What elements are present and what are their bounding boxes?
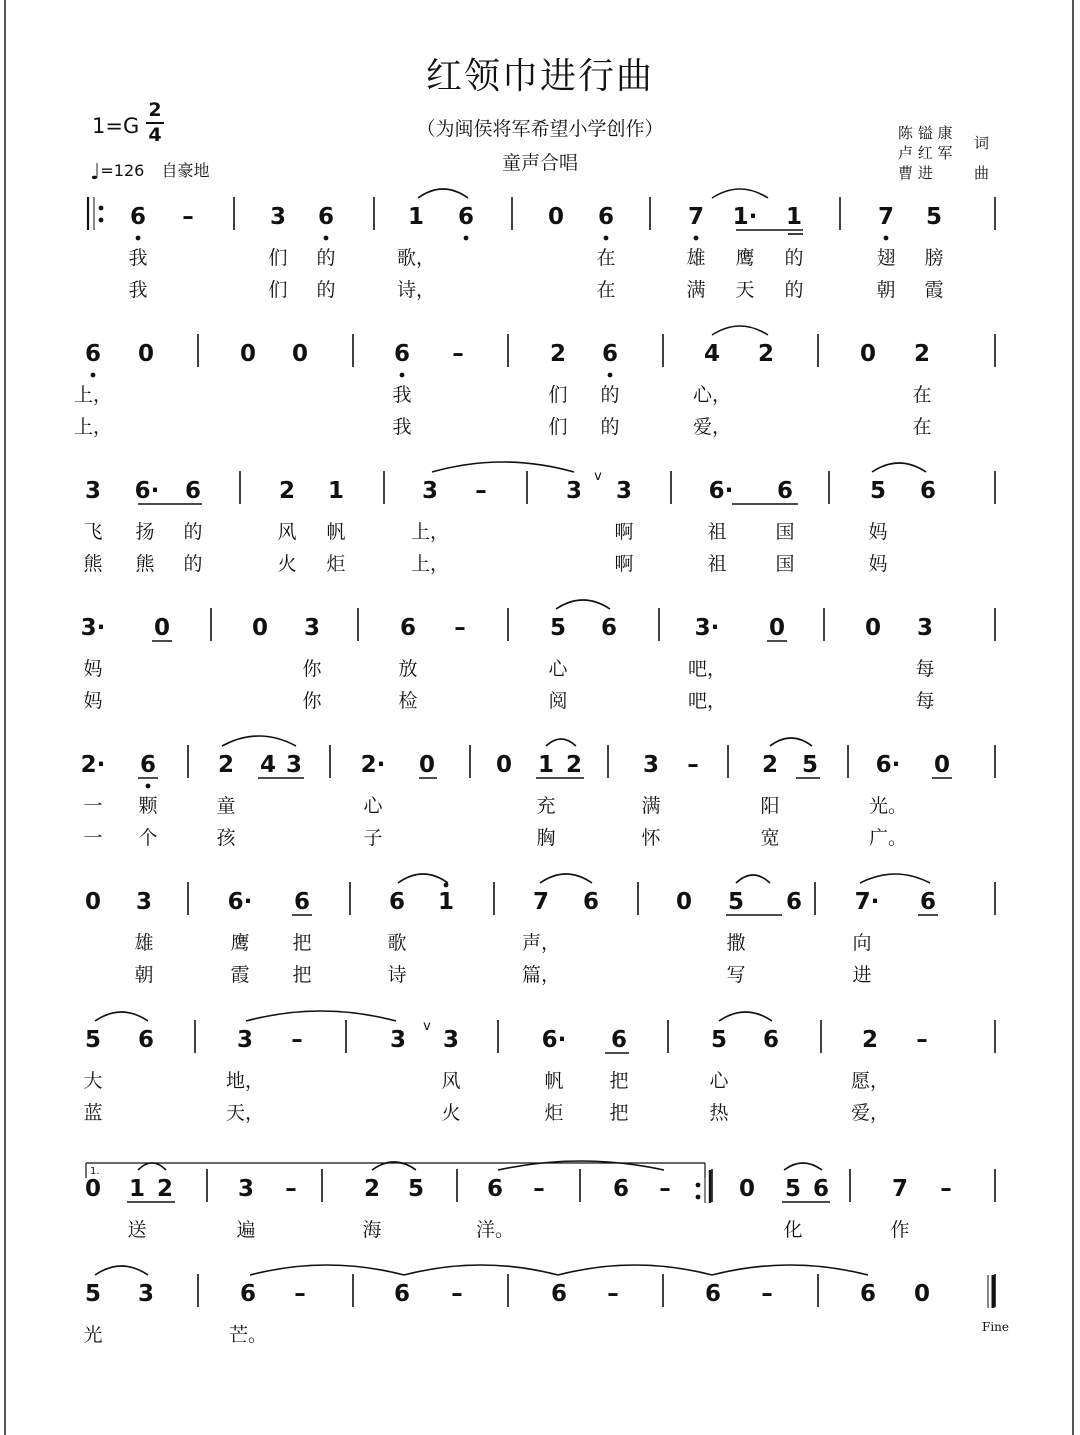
lyric-verse-2: 熊 bbox=[135, 553, 155, 575]
jianpu-note: 3 bbox=[565, 478, 583, 504]
jianpu-note: 6 bbox=[317, 204, 335, 230]
lyric-verse-2: 霞 bbox=[924, 279, 944, 301]
jianpu-note: 6· bbox=[875, 752, 901, 778]
lyric-verse-2: 你 bbox=[302, 690, 322, 712]
lyric-verse-2: 霞 bbox=[230, 964, 250, 986]
lyric-verse-2: 爱， bbox=[692, 416, 732, 438]
lyric-verse-1: 每 bbox=[915, 658, 935, 680]
jianpu-note: – bbox=[761, 1281, 773, 1307]
lyric-verse-1: 歌， bbox=[396, 247, 436, 269]
lyric-verse-1: 光 bbox=[83, 1324, 103, 1346]
slur bbox=[138, 1163, 166, 1170]
lyric-verse-2: 我 bbox=[128, 279, 148, 301]
lyric-verse-2: 炬 bbox=[326, 553, 346, 575]
lyric-verse-1: 雄 bbox=[134, 932, 154, 954]
jianpu-note: – bbox=[659, 1176, 671, 1202]
lyric-verse-2: 诗， bbox=[396, 279, 436, 301]
jianpu-note: 5 bbox=[710, 1027, 728, 1053]
slur bbox=[784, 1163, 822, 1170]
lyric-verse-1: 海 bbox=[362, 1219, 382, 1241]
lyric-verse-1: 妈 bbox=[868, 521, 888, 543]
lyric-verse-2: 在 bbox=[596, 279, 616, 301]
jianpu-note: 2 bbox=[913, 341, 931, 367]
lyric-verse-1: 的 bbox=[784, 247, 804, 269]
lyric-verse-2: 把 bbox=[609, 1102, 629, 1124]
jianpu-note: 0 bbox=[84, 1176, 102, 1202]
jianpu-note: 3· bbox=[694, 615, 720, 641]
jianpu-note: 3 bbox=[84, 478, 102, 504]
jianpu-note: 0 bbox=[913, 1281, 931, 1307]
jianpu-note: 6 bbox=[704, 1281, 722, 1307]
lyric-verse-1: 的 bbox=[183, 521, 203, 543]
octave-dot bbox=[604, 236, 609, 241]
jianpu-note: 5 bbox=[84, 1027, 102, 1053]
jianpu-note: 6 bbox=[762, 1027, 780, 1053]
lyric-verse-1: 满 bbox=[641, 795, 661, 817]
jianpu-note: 6 bbox=[919, 889, 937, 915]
jianpu-note: – bbox=[533, 1176, 545, 1202]
lyric-verse-2: 宽 bbox=[760, 827, 780, 849]
lyric-verse-1: 鹰 bbox=[735, 247, 755, 269]
time-signature-top: 2 bbox=[148, 99, 162, 121]
jianpu-note: 5 bbox=[925, 204, 943, 230]
jianpu-note: 2· bbox=[360, 752, 386, 778]
lyric-verse-1: 颗 bbox=[138, 795, 158, 817]
jianpu-note: 5 bbox=[84, 1281, 102, 1307]
lyric-verse-1: 的 bbox=[600, 384, 620, 406]
lyric-verse-1: 放 bbox=[398, 658, 418, 680]
lyric-verse-1: 洋。 bbox=[475, 1219, 515, 1241]
jianpu-note: 2 bbox=[549, 341, 567, 367]
jianpu-note: 7 bbox=[891, 1176, 909, 1202]
jianpu-note: 0 bbox=[738, 1176, 756, 1202]
jianpu-note: 3 bbox=[642, 752, 660, 778]
lyric-verse-2: 上， bbox=[410, 553, 450, 575]
slur bbox=[432, 462, 574, 472]
lyric-verse-2: 熊 bbox=[83, 553, 103, 575]
lyric-verse-2: 爱， bbox=[850, 1102, 890, 1124]
slur bbox=[736, 875, 770, 883]
music-credit-label: 曲 bbox=[974, 164, 990, 182]
slur bbox=[712, 189, 768, 198]
lyric-verse-1: 童 bbox=[216, 795, 236, 817]
slur bbox=[872, 463, 926, 472]
jianpu-note: 3 bbox=[421, 478, 439, 504]
jianpu-note: – bbox=[916, 1027, 928, 1053]
lyric-verse-2: 的 bbox=[183, 553, 203, 575]
breath-mark: v bbox=[594, 469, 602, 484]
lyric-verse-1: 心 bbox=[363, 795, 383, 817]
lyric-verse-1: 心 bbox=[548, 658, 568, 680]
jianpu-note: 6 bbox=[486, 1176, 504, 1202]
lyric-verse-2: 吧， bbox=[687, 690, 727, 712]
octave-dot bbox=[696, 1183, 701, 1188]
jianpu-note: – bbox=[294, 1281, 306, 1307]
jianpu-note: 7 bbox=[687, 204, 705, 230]
lyric-verse-2: 们 bbox=[548, 416, 568, 438]
jianpu-note: – bbox=[475, 478, 487, 504]
jianpu-note: – bbox=[451, 1281, 463, 1307]
lyric-verse-1: 光。 bbox=[868, 795, 908, 817]
jianpu-note: 6 bbox=[393, 341, 411, 367]
jianpu-note: – bbox=[940, 1176, 952, 1202]
jianpu-note: 0 bbox=[239, 341, 257, 367]
slur bbox=[860, 874, 930, 883]
composer: 曹 进 bbox=[898, 164, 933, 182]
lyric-verse-1: 声， bbox=[521, 932, 561, 954]
lyric-verse-2: 朝 bbox=[876, 279, 896, 301]
jianpu-note: 6 bbox=[293, 889, 311, 915]
jianpu-note: 6 bbox=[388, 889, 406, 915]
jianpu-note: 0 bbox=[495, 752, 513, 778]
jianpu-note: 6 bbox=[597, 204, 615, 230]
lyric-verse-2: 的 bbox=[784, 279, 804, 301]
lyric-verse-2: 的 bbox=[600, 416, 620, 438]
jianpu-note: 2 bbox=[363, 1176, 381, 1202]
lyric-verse-1: 你 bbox=[302, 658, 322, 680]
lyric-verse-1: 心， bbox=[692, 384, 732, 406]
jianpu-note: 6 bbox=[139, 752, 157, 778]
jianpu-note: 2 bbox=[278, 478, 296, 504]
jianpu-note: 0 bbox=[864, 615, 882, 641]
jianpu-note: 1 bbox=[407, 204, 425, 230]
lyricist-1: 陈 镒 康 bbox=[898, 124, 953, 142]
slur bbox=[770, 738, 812, 746]
lyric-verse-1: 在 bbox=[596, 247, 616, 269]
lyric-verse-2: 诗 bbox=[387, 964, 407, 986]
slur bbox=[246, 1011, 396, 1021]
lyric-verse-2: 写 bbox=[726, 964, 746, 986]
slur bbox=[250, 1265, 404, 1275]
lyric-verse-1: 扬 bbox=[135, 521, 155, 543]
jianpu-note: – bbox=[291, 1027, 303, 1053]
jianpu-note: 3 bbox=[236, 1027, 254, 1053]
jianpu-note: 6 bbox=[137, 1027, 155, 1053]
jianpu-note: 6 bbox=[393, 1281, 411, 1307]
jianpu-note: 6 bbox=[610, 1027, 628, 1053]
jianpu-note: 3 bbox=[237, 1176, 255, 1202]
jianpu-note: 5 bbox=[869, 478, 887, 504]
slur bbox=[540, 874, 592, 883]
jianpu-note: 2 bbox=[217, 752, 235, 778]
jianpu-note: 6 bbox=[84, 341, 102, 367]
lyric-verse-1: 送 bbox=[127, 1219, 147, 1241]
jianpu-note: 1 bbox=[327, 478, 345, 504]
jianpu-note: 6 bbox=[600, 615, 618, 641]
lyric-verse-2: 每 bbox=[915, 690, 935, 712]
lyric-verse-2: 篇， bbox=[521, 964, 561, 986]
lyric-verse-1: 祖 bbox=[707, 521, 727, 543]
slur bbox=[95, 1012, 148, 1021]
lyrics-credit-label: 词 bbox=[974, 134, 990, 152]
lyric-verse-1: 膀 bbox=[924, 247, 944, 269]
jianpu-note: 6 bbox=[812, 1176, 830, 1202]
slur bbox=[712, 1265, 868, 1275]
lyric-verse-1: 啊 bbox=[614, 521, 634, 543]
jianpu-note: 2 bbox=[757, 341, 775, 367]
lyric-verse-2: 把 bbox=[292, 964, 312, 986]
jianpu-note: 2 bbox=[761, 752, 779, 778]
lyric-verse-1: 的 bbox=[316, 247, 336, 269]
jianpu-note: 1 bbox=[785, 204, 803, 230]
lyric-verse-1: 们 bbox=[268, 247, 288, 269]
octave-dot bbox=[884, 236, 889, 241]
octave-dot bbox=[324, 236, 329, 241]
jianpu-note: 7· bbox=[854, 889, 880, 915]
jianpu-note: 6 bbox=[776, 478, 794, 504]
jianpu-note: 2 bbox=[565, 752, 583, 778]
jianpu-note: 0 bbox=[418, 752, 436, 778]
jianpu-note: 1 bbox=[437, 889, 455, 915]
time-signature-bottom: 4 bbox=[148, 124, 162, 146]
jianpu-note: 6 bbox=[859, 1281, 877, 1307]
lyric-verse-2: 我 bbox=[392, 416, 412, 438]
jianpu-note: 6 bbox=[184, 478, 202, 504]
lyric-verse-1: 充 bbox=[536, 795, 556, 817]
jianpu-note: 6 bbox=[239, 1281, 257, 1307]
lyric-verse-2: 妈 bbox=[83, 690, 103, 712]
jianpu-note: – bbox=[687, 752, 699, 778]
lyric-verse-2: 火 bbox=[441, 1102, 461, 1124]
jianpu-note: 4 bbox=[259, 752, 277, 778]
lyric-verse-1: 在 bbox=[912, 384, 932, 406]
jianpu-note: 6 bbox=[457, 204, 475, 230]
jianpu-note: 2· bbox=[80, 752, 106, 778]
lyric-verse-1: 帆 bbox=[326, 521, 346, 543]
lyric-verse-2: 进 bbox=[852, 964, 872, 986]
jianpu-note: 0 bbox=[291, 341, 309, 367]
lyric-verse-1: 国 bbox=[775, 521, 795, 543]
lyric-verse-2: 孩 bbox=[216, 827, 236, 849]
lyric-verse-1: 一 bbox=[83, 795, 103, 817]
lyric-verse-2: 妈 bbox=[868, 553, 888, 575]
slur bbox=[222, 736, 296, 746]
lyric-verse-1: 妈 bbox=[83, 658, 103, 680]
lyric-verse-2: 检 bbox=[398, 690, 418, 712]
slur bbox=[546, 739, 576, 746]
lyric-verse-1: 心 bbox=[709, 1070, 729, 1092]
jianpu-note: 4 bbox=[703, 341, 721, 367]
octave-dot bbox=[694, 236, 699, 241]
lyric-verse-2: 胸 bbox=[536, 827, 556, 849]
lyric-verse-1: 芒。 bbox=[228, 1324, 268, 1346]
jianpu-note: 0 bbox=[84, 889, 102, 915]
jianpu-note: 6 bbox=[612, 1176, 630, 1202]
jianpu-note: 3· bbox=[80, 615, 106, 641]
jianpu-note: 6 bbox=[399, 615, 417, 641]
jianpu-note: 5 bbox=[801, 752, 819, 778]
slur bbox=[712, 326, 768, 335]
lyric-verse-2: 一 bbox=[83, 827, 103, 849]
lyric-verse-1: 地， bbox=[225, 1070, 265, 1092]
lyric-verse-2: 火 bbox=[277, 553, 297, 575]
lyric-verse-2: 在 bbox=[912, 416, 932, 438]
lyric-verse-2: 满 bbox=[686, 279, 706, 301]
slur bbox=[498, 1161, 664, 1170]
lyric-verse-2: 热 bbox=[709, 1102, 729, 1124]
lyric-verse-2: 的 bbox=[316, 279, 336, 301]
slur bbox=[398, 874, 448, 883]
slur bbox=[556, 600, 610, 609]
jianpu-note: – bbox=[285, 1176, 297, 1202]
slur bbox=[404, 1265, 558, 1275]
jianpu-note: 7 bbox=[877, 204, 895, 230]
jianpu-note: 3 bbox=[916, 615, 934, 641]
jianpu-note: 6· bbox=[708, 478, 734, 504]
jianpu-note: – bbox=[452, 341, 464, 367]
jianpu-note: 0 bbox=[675, 889, 693, 915]
lyric-verse-1: 雄 bbox=[686, 247, 706, 269]
jianpu-note: 5 bbox=[727, 889, 745, 915]
jianpu-note: 6 bbox=[582, 889, 600, 915]
lyric-verse-2: 子 bbox=[363, 827, 383, 849]
lyric-verse-2: 上， bbox=[73, 416, 113, 438]
lyric-verse-2: 朝 bbox=[134, 964, 154, 986]
lyricist-2: 卢 红 军 bbox=[898, 144, 953, 162]
octave-dot bbox=[464, 236, 469, 241]
lyric-verse-1: 歌 bbox=[387, 932, 407, 954]
jianpu-note: 5 bbox=[407, 1176, 425, 1202]
jianpu-note: 5 bbox=[549, 615, 567, 641]
lyric-verse-2: 天 bbox=[735, 279, 755, 301]
jianpu-note: 6· bbox=[134, 478, 160, 504]
lyric-verse-2: 蓝 bbox=[83, 1102, 103, 1124]
jianpu-note: 3 bbox=[285, 752, 303, 778]
lyric-verse-1: 鹰 bbox=[230, 932, 250, 954]
jianpu-note: 0 bbox=[137, 341, 155, 367]
jianpu-note: 1 bbox=[128, 1176, 146, 1202]
lyric-verse-1: 风 bbox=[441, 1070, 461, 1092]
lyric-verse-1: 上， bbox=[73, 384, 113, 406]
lyric-verse-1: 把 bbox=[292, 932, 312, 954]
lyric-verse-1: 愿， bbox=[850, 1070, 890, 1092]
jianpu-note: 0 bbox=[251, 615, 269, 641]
song-subtitle: （为闽侯将军希望小学创作） bbox=[416, 118, 664, 140]
lyric-verse-2: 啊 bbox=[614, 553, 634, 575]
jianpu-note: 6 bbox=[919, 478, 937, 504]
jianpu-note: 3 bbox=[269, 204, 287, 230]
jianpu-note: 1 bbox=[537, 752, 555, 778]
jianpu-note: 6· bbox=[227, 889, 253, 915]
lyric-verse-2: 祖 bbox=[707, 553, 727, 575]
octave-dot bbox=[608, 373, 613, 378]
lyric-verse-1: 向 bbox=[852, 932, 872, 954]
lyric-verse-1: 作 bbox=[890, 1219, 910, 1241]
jianpu-note: 0 bbox=[547, 204, 565, 230]
slur bbox=[719, 1012, 772, 1021]
octave-dot bbox=[136, 236, 141, 241]
slur bbox=[95, 1266, 148, 1275]
jianpu-note: 6 bbox=[601, 341, 619, 367]
breath-mark: v bbox=[423, 1019, 431, 1034]
octave-dot bbox=[91, 373, 96, 378]
octave-dot bbox=[99, 206, 104, 211]
lyric-verse-1: 们 bbox=[548, 384, 568, 406]
first-ending-label: 1. bbox=[90, 1166, 100, 1177]
jianpu-note: 3 bbox=[442, 1027, 460, 1053]
jianpu-note: 2 bbox=[156, 1176, 174, 1202]
lyric-verse-1: 风 bbox=[277, 521, 297, 543]
key-signature: 1=G bbox=[92, 114, 140, 138]
jianpu-note: 3 bbox=[389, 1027, 407, 1053]
lyric-verse-1: 化 bbox=[783, 1219, 803, 1241]
lyric-verse-2: 怀 bbox=[641, 827, 661, 849]
quarter-note-icon: ♩ bbox=[90, 160, 101, 185]
jianpu-note: 6 bbox=[785, 889, 803, 915]
lyric-verse-1: 撒 bbox=[726, 932, 746, 954]
lyric-verse-1: 阳 bbox=[760, 795, 780, 817]
jianpu-note: 6 bbox=[550, 1281, 568, 1307]
jianpu-note: 6· bbox=[541, 1027, 567, 1053]
slur bbox=[558, 1265, 712, 1275]
lyric-verse-2: 天， bbox=[225, 1102, 265, 1124]
lyric-verse-1: 我 bbox=[392, 384, 412, 406]
jianpu-note: 7 bbox=[532, 889, 550, 915]
jianpu-note: 3 bbox=[303, 615, 321, 641]
performer-note: 童声合唱 bbox=[501, 152, 578, 174]
lyric-verse-1: 我 bbox=[128, 247, 148, 269]
expression-mark: 自豪地 bbox=[161, 161, 210, 180]
octave-dot bbox=[400, 373, 405, 378]
jianpu-note: 6 bbox=[129, 204, 147, 230]
lyric-verse-1: 大 bbox=[83, 1070, 103, 1092]
lyric-verse-1: 把 bbox=[609, 1070, 629, 1092]
jianpu-note: 3 bbox=[137, 1281, 155, 1307]
lyric-verse-1: 帆 bbox=[544, 1070, 564, 1092]
lyric-verse-2: 广。 bbox=[868, 827, 908, 849]
jianpu-note: – bbox=[182, 204, 194, 230]
jianpu-note: 3 bbox=[135, 889, 153, 915]
octave-dot bbox=[146, 784, 151, 789]
lyric-verse-1: 飞 bbox=[83, 521, 103, 543]
jianpu-note: 5 bbox=[784, 1176, 802, 1202]
lyric-verse-2: 国 bbox=[775, 553, 795, 575]
octave-dot bbox=[99, 218, 104, 223]
slur bbox=[418, 189, 468, 198]
jianpu-note: 2 bbox=[861, 1027, 879, 1053]
song-title: 红领巾进行曲 bbox=[425, 56, 654, 97]
lyric-verse-1: 遍 bbox=[236, 1219, 256, 1241]
lyric-verse-2: 炬 bbox=[544, 1102, 564, 1124]
jianpu-note: 0 bbox=[153, 615, 171, 641]
jianpu-note: 1· bbox=[732, 204, 758, 230]
jianpu-note: – bbox=[454, 615, 466, 641]
fine-mark: Fine bbox=[982, 1320, 1009, 1334]
lyric-verse-2: 们 bbox=[268, 279, 288, 301]
octave-dot bbox=[696, 1195, 701, 1200]
lyric-verse-1: 上， bbox=[410, 521, 450, 543]
lyric-verse-2: 个 bbox=[138, 827, 158, 849]
jianpu-note: 0 bbox=[933, 752, 951, 778]
lyric-verse-2: 阅 bbox=[548, 690, 568, 712]
jianpu-note: 3 bbox=[615, 478, 633, 504]
jianpu-note: 0 bbox=[859, 341, 877, 367]
jianpu-note: – bbox=[607, 1281, 619, 1307]
tempo-value: =126 bbox=[100, 161, 145, 180]
lyric-verse-1: 吧， bbox=[687, 658, 727, 680]
lyric-verse-1: 翅 bbox=[876, 247, 896, 269]
jianpu-note: 0 bbox=[768, 615, 786, 641]
